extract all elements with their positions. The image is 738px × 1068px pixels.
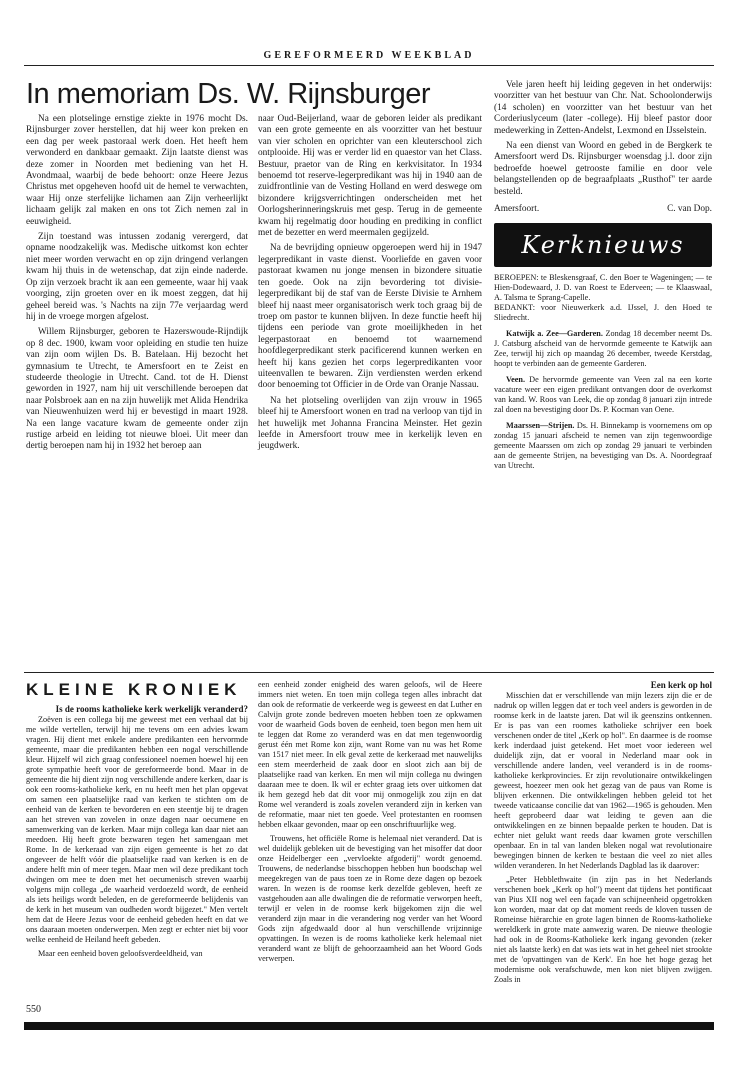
signature [494,204,712,215]
kerknieuws-place: Katwijk a. Zee—Garderen. [506,329,603,339]
paragraph: „Peter Hebblethwaite (in zijn pas in het Nederlands verschenen boek „Kerk op hol") meent dat tijdens het pontificaat van Pius XII nog wel een façade van schijneenheid opgetrokken kon worden, maar dat op dat moment reeds de kloven tussen de Romeinse hiërarchie en grote lagen binnen de Rooms-katholieke wereldkerk in grote mate aanwezig waren. De nieuwe theologie had ook in de Rooms-Katholieke kerk ingang gevonden (zeker niet als laatste kerk) en dat was iets wat in het geheel niet strookte met de 'opvattingen van de Kerk'. En hoe het hoge gezag het modernisme ook verafschuwde, men kon niet blijven zwijgen. Zoals in [494,875,712,984]
kerknieuws-text: Ds. H. Binnekamp is voornemens om op zondag 15 januari afscheid te nemen van zijn tegenwoordige gemeente Maarssen om zich op zondag 29 januari te verbinden aan de gemeente Strijen, na bevestiging van Ds. A. Noordegraaf van Utrecht. [494,421,713,471]
paragraph: Zoëven is een collega bij me geweest met een verhaal dat bij me wilde vertellen, terwijl hij me tevens om een advies kwam vragen. Hij dient met enkele andere predikanten een hervormde gemeente, maar die predikanten hebben een nogal verschillende kleur. Hijzelf wil zich graag confessioneel noemen hoewel hij een grote sympathie heeft voor de gereformeerde bond. Maar in de gemeente die hij dient zijn nog verschillende andere kerken, daar is ook een rooms-katholieke kerk, en nu heeft men het plan opgevat om samen een plaatselijke raad van kerken te stichten om de eenheid van de kerken te bevorderen en een steentje bij te dragen aan het streven van zovelen in onze dagen naar oecumene en samenwerking van de kerken. Maar mijn collega kan daar niet aan meedoen. Hij heeft grote bezwaren tegen het samengaan met Rome. In de kerkeraad van zijn eigen gemeente is het zo dat ongeveer de helft vóór die plaatselijke raad van kerken is en de andere helft min of meer tegen. Maar men wil deze predikant toch dwingen om mee te doen met het oecumenisch streven waarbij volgens mijn collega „de waarheid verdoezeld wordt, de eenheid als iets heiligs wordt beleden, en de gereformeerde belijdenis van de kerk in het museum van oudheden wordt bijgezet." Men vertelt hem dat de Heere Jezus voor de eenheid gebeden heeft en dat we ons daaraan moeten onderwerpen. Men zegt er echter niet bij voor welke eenheid de Heiland heeft gebeden. [26,715,248,944]
section-rule [24,672,714,673]
kerknieuws-text: Zondag 18 december neemt Ds. J. Catsburg afscheid van de hervormde gemeente te Katwijk aan Zee, terwijl hij zich op maandag 26 december, tweede Kerstdag, hoopt te verbinden aan de gemeente Garderen. [494,329,713,369]
kerknieuws-place: Veen. [506,375,526,385]
kerknieuws-section [494,273,712,471]
signature-author: C. van Dop. [667,204,712,215]
paragraph: Na een plotselinge ernstige ziekte in 1976 mocht Ds. Rijnsburger zover herstellen, dat hij weer kon preken en een dag per week pastoraal werk doen. Het heeft hem verwonderd en dankbaar gemaakt. Zijn laatste dienst was deze zomer in Noorden met bediening van het H. Avondmaal, waarbij de bede behoort: onze Heere Jezus Christus met opgeheven hoofd uit de hemel te verwachten, waar Hij onze sterfelijke lichamen aan Zijn verheerlijkt lichaam gelijk zal maken en ons tot Zich nemen zal in eeuwigheid. [26,114,248,227]
paragraph: Misschien dat er verschillende van mijn lezers zijn die er de nadruk op willen leggen dat er toch veel anders is geworden in de roomse kerk in de laatste jaren. Dat wil ik geenszins ontkennen. Er is pas van een roomes katholieke schrijver een boek verschenen onder de titel „Kerk op hol". En daarmee is de roomse kerk inderdaad juist getekend. Het moet voor iedereen wel duidelijk zijn, dat er vooral in Nederland maar ook in verschillende andere landen, veel veranderd is in de rooms-katholieke kerkprovincies. Er zijn revolutionaire ontwikkelingen geweest, hoezeer men ook het gezag van de paus van Rome is blijven erkennen. Die ontwikkelingen hebben geleid tot het tweede vaticaanse concilie dat van 1962—1965 is gehouden. Men heeft geprobeerd daar wat leiding te geven aan die ontwikkelingen en ze binnen bepaalde perken te houden. Dat is echter niet gelukt want reeds daar kwamen grote verschillen openbaar. En in tal van landen bleken nogal wat revolutionaire bewegingen binnen de kerken te bestaan die veel zo niet alles wilden veranderen. In het Nederlands Dagblad las ik daarover: [494,691,712,870]
kroniek-column-3 [494,680,712,985]
paragraph: Na een dienst van Woord en gebed in de Bergkerk te Amersfoort werd Ds. Rijnsburger woensdag j.l. door zijn bedroefde hoewel getrooste familie en door vele belangstellenden op de begraafplaats „Rusthof" ter aarde besteld. [494,141,712,197]
bottom-bar [24,1022,714,1030]
article-column-2 [258,114,482,453]
signature-place: Amersfoort. [494,204,540,215]
kroniek-subtitle: Een kerk op hol [650,680,712,690]
paragraph: naar Oud-Beijerland, waar de geboren leider als predikant van een grote gemeente en als voorzitter van het bestuur van vier scholen en oprichter van een kleuterschool zich ontplooide. Hij was er verder lid en quaestor van het Class. Bestuur, praetor van de Ring en kerkvisitator. In 1934 benoemd tot reserve-legerpredikant was hij in 1940 aan de zuidfrontlinie van de Vesting Holland en werd deswege om bizondere krijgsverrichtingen onderscheiden met het Oorlogsherinneringskruis met gesp. Terug in de gemeente kwam hij regelmatig door houding en prediking in conflict met de bezetter en werd meermalen gegijzeld. [258,114,482,239]
paragraph: Maar een eenheid boven geloofsverdeeldheid, van [38,949,203,958]
kroniek-column-1 [26,704,248,959]
header-rule [24,65,714,66]
kerknieuws-text: De hervormde gemeente van Veen zal na een korte vacature weer een eigen predikant ontvangen door de overkomst van kand. W. Roos van Leek, die op zondag 8 januari zijn intrede zal doen na bevestiging door Ds. P. Kocman van Oene. [494,375,713,415]
kerknieuws-bedankt: BEDANKT: voor Nieuwerkerk a.d. IJssel, J. den Hoed te Sliedrecht. [494,303,712,323]
paragraph: Na het plotseling overlijden van zijn vrouw in 1965 bleef hij te Amersfoort wonen en trad na verloop van tijd in het huwelijk met Johanna Francina Meinster. Het gezin leefde in Amersfoort trouw mee in kerkelijk leven en jeugdwerk. [258,395,482,452]
kroniek-column-2 [258,680,482,964]
kerknieuws-item [494,329,712,369]
magazine-header: GEREFORMEERD WEEKBLAD [263,50,475,61]
kroniek-title: KLEINE KRONIEK [26,680,242,699]
article-column-1 [26,114,248,453]
kerknieuws-item [494,421,712,471]
kerknieuws-item [494,375,712,415]
paragraph: een eenheid zonder enigheid des waren geloofs, wil de Heere immers niet weten. En toen mijn collega tegen alles inbracht dat dan ook de reformatie de verkeerde weg is geweest en dat Luther en Calvijn grote zonde bedreven moeten hebben toen ze opkwamen voor de waarheid Gods boven de eenheid, toen begon men hem uit te leggen dat Rome zo veranderd was en dat men tegenwoordig gerust één met Rome kon zijn, want Rome van nu was het Rome van 1517 niet meer. In elk geval zette de kerkeraad met nauwelijks een stem meerderheid de zaak door en sloot zich aan bij de plaatselijke raad van kerken. En men wil mijn collega nu dwingen daaraan mee te doen. Ik wil er echter graag iets over uitkomen dat ik hem gezegd heb dat dit voor mij onmogelijk zou zijn en dat Rome wel veranderd is zoals zovelen veranderd zijn in kerken van de reformatie, maar niet ten goede. Veel protestanten en roomsen hebben elkaar gevonden, maar op een onschriftuurlijke weg. [258,680,482,829]
paragraph: Willem Rijnsburger, geboren te Hazerswoude-Rijndijk op 8 dec. 1900, kwam voor opleiding en studie ten huize van zijn oom wijlen Ds. B. Batelaan. Hij bezocht het gymnasium te Utrecht, te Amersfoort en te Zeist en studeerde theologie in Utrecht. Cand. tot de H. Dienst geworden in 1927, nam hij uit verschillende beroepen dat naar Polsbroek aan en na zijn huwelijk met Alida Hendrika van Nieuwenhuizen werd hij er bevestigd in maart 1928. Na een lange vacature kwam de gemeente onder zijn rustige arbeid en leiding tot nieuwe bloei. Uit meer dan dertig beroepen nam hij in 1932 het beroep aan [26,327,248,452]
kroniek-subtitle: Is de rooms katholieke kerk werkelijk veranderd? [55,704,248,714]
article-column-3 [494,80,712,471]
kerknieuws-logo: Kerknieuws [494,223,712,267]
kerknieuws-place: Maarssen—Strijen. [506,421,575,431]
paragraph: Trouwens, het officiële Rome is helemaal niet veranderd. Dat is wel duidelijk gebleken uit de bevestiging van het misoffer dat door onze Heidelberger een „vervloekte afgoderij" wordt genoemd. Trouwens, de nederlandse bisschoppen hebben hun boodschap wel meegekregen van de paus toen ze in Rome deze dagen op bezoek waren. In wezen is de roomse kerk dezelfde gebleven, heeft ze vastgehouden aan alle dwalingen die de reformatie verworpen heeft, terwijl er velen in de roomse kerk bijgekomen zijn die wel veranderd zijn maar in die verandering nog verder van het Woord Gods zijn afgedwaald door al hun verschillende vrijzinnige opvattingen. In wezen is de rooms katholieke kerk helemaal niet veranderd want ze blijft de gehoorzaamheid aan het Woord Gods verwerpen. [258,834,482,963]
page-number: 550 [26,1004,41,1015]
paragraph: Na de bevrijding opnieuw opgeroepen werd hij in 1947 legerpredikant in vaste dienst. Voorliefde en gaven voor pastoraat kwamen nu jonge mensen in bizondere situatie ten goede. Ook na zijn bevordering tot divisie-legerpredikant bij de staf van de Eerste Divisie te Arnhem bleef hij naast meer organisatorisch werk toch graag bij de troep om pastor te kunnen blijven. In deze functie heeft hij tijdens een periode van grote moeilijkheden in het legerpastoraat en benoemd tot waarnemend hoofdlegerpredikant sterk pacificerend kunnen werken en heeft hij kans gezien het corps legerpredikanten voor uiteenvallen te bewaren. Zijn verdiensten werden erkend door benoeming tot Officier in de Orde van Oranje Nassau. [258,243,482,391]
article-title: In memoriam Ds. W. Rijnsburger [26,78,430,110]
paragraph: Zijn toestand was intussen zodanig verergerd, dat opname noodzakelijk was. Medische uitkomst kon echter niet meer worden verwacht en op zijn dringend verlangen kwam hij thuis in de wetenschap, dat zijn einde naderde. Op zijn verzoek bracht ik aan een gemeente, waar hij vaak voorging, zijn groeten over en ik moest zeggen, dat hij geheel bereid was. 's Nachts na zijn 77e verjaardag werd hij in de vroege morgen afgelost. [26,232,248,322]
paragraph: Vele jaren heeft hij leiding gegeven in het onderwijs: voorzitter van het bestuur van Chr. Nat. Schoolonderwijs (14 scholen) en voorzitter van het bestuur van het Corderiuslyceum (later -college). Hij bleef pastor door medewerking in Zetten-Andelst, Lexmond en IJsselstein. [494,80,712,136]
kerknieuws-beroepen: BEROEPEN: te Bleskensgraaf, C. den Boer te Wageningen; — te Hien-Dodewaard, J. D. van Roest te Ederveen; — te Klaaswaal, A. Talsma te Sprang-Capelle. [494,273,712,303]
